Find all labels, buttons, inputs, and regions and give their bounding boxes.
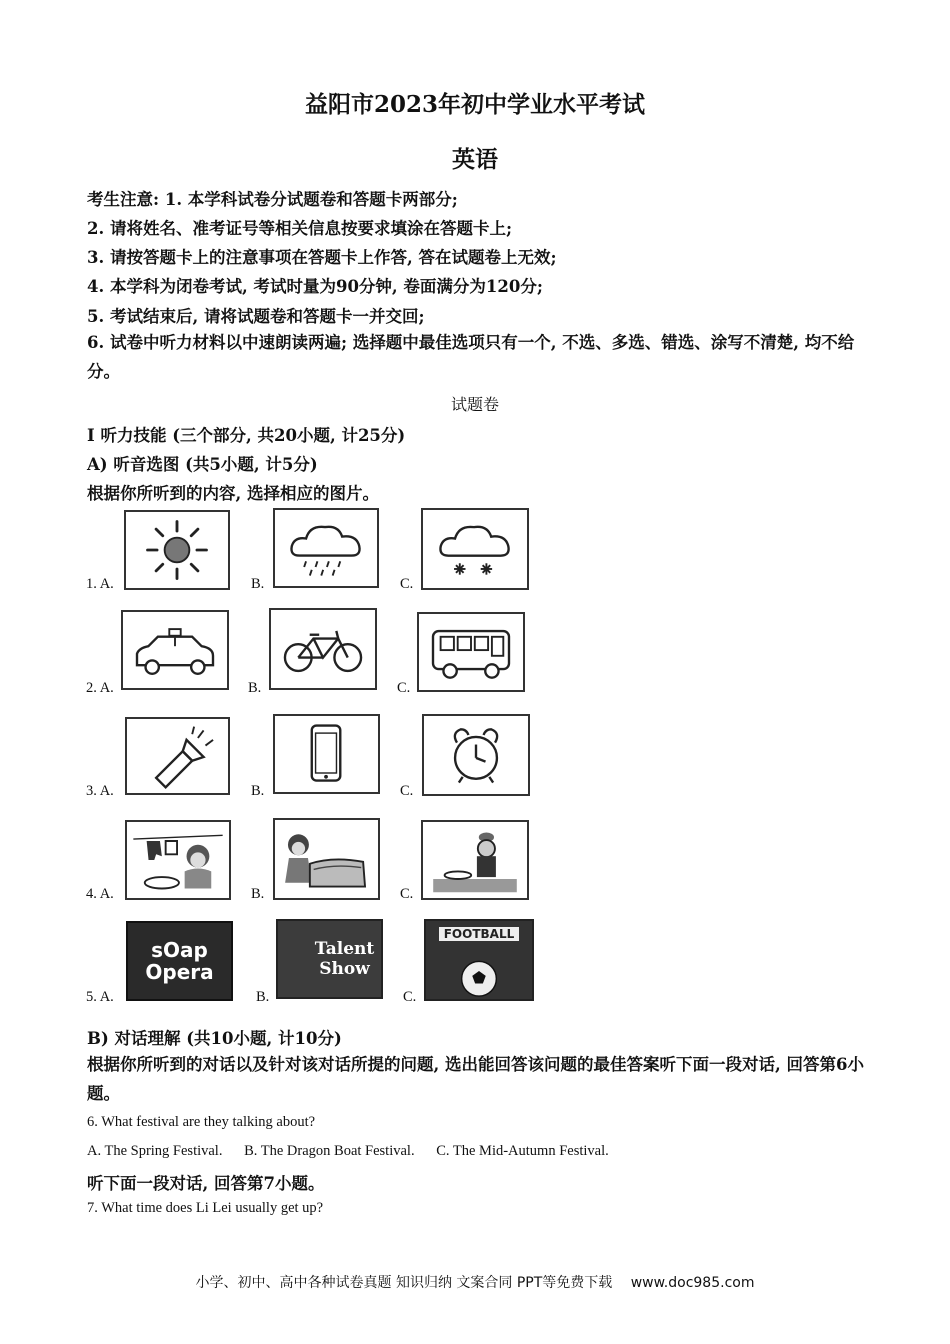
q5-option-c-football-poster[interactable] <box>424 919 534 1001</box>
notice-line-2: 2. 请将姓名、准考证号等相关信息按要求填涂在答题卡上; <box>87 219 513 238</box>
q2-option-b-image[interactable] <box>269 608 377 690</box>
q4-option-b-image[interactable] <box>273 818 380 900</box>
q4-option-c-image[interactable] <box>421 820 529 900</box>
q6-text: 6. What festival are they talking about? <box>87 1114 316 1130</box>
part1-heading: I 听力技能 (三个部分, 共20小题, 计25分) <box>87 426 406 445</box>
q4-label-b: B. <box>251 886 265 902</box>
q5-label-c: C. <box>403 989 417 1005</box>
q2-label-c: C. <box>397 680 411 696</box>
q3-option-c-image[interactable] <box>422 714 530 796</box>
q3-label-a: 3. A. <box>86 783 114 799</box>
alarm-clock-icon <box>424 716 528 794</box>
washing-clothes-icon <box>127 822 229 898</box>
making-bed-icon <box>275 820 378 898</box>
partB-instruction: 根据你所听到的对话以及针对该对话所提的问题, 选出能回答该问题的最佳答案听下面一段对话, 回答第6小题。 <box>87 1055 864 1103</box>
q7-intro: 听下面一段对话, 回答第7小题。 <box>87 1174 325 1193</box>
q3-label-c: C. <box>400 783 414 799</box>
notice-line-5: 5. 考试结束后, 请将试题卷和答题卡一并交回; <box>87 307 425 326</box>
notice-line-6: 6. 试卷中听力材料以中速朗读两遍; 选择题中最佳选项只有一个, 不选、多选、错选、涂写不清楚, 均不给分。 <box>87 333 855 381</box>
poster-football-text: FOOTBALL <box>439 927 519 941</box>
q2-label-b: B. <box>248 680 262 696</box>
q1-option-c-image[interactable] <box>421 508 529 590</box>
partA-instruction: 根据你所听到的内容, 选择相应的图片。 <box>87 484 379 503</box>
section-title: 试题卷 <box>450 395 499 414</box>
q5-option-a-soap-opera-poster[interactable] <box>126 921 233 1001</box>
tablet-icon <box>275 716 378 792</box>
q3-option-a-image[interactable] <box>125 717 230 795</box>
q3-label-b: B. <box>251 783 265 799</box>
q4-option-a-image[interactable] <box>125 820 231 900</box>
soccer-ball-icon <box>426 941 532 1001</box>
q2-option-c-image[interactable] <box>417 612 525 692</box>
notice-line-3: 3. 请按答题卡上的注意事项在答题卡上作答, 答在试题卷上无效; <box>87 248 557 267</box>
q5-option-b-talent-show-poster[interactable] <box>276 919 383 999</box>
cooking-icon <box>423 822 527 898</box>
poster-talent-show-text: Talent Show <box>314 939 375 979</box>
q4-label-a: 4. A. <box>86 886 114 902</box>
notice-line-1: 考生注意: 1. 本学科试卷分试题卷和答题卡两部分; <box>87 190 458 209</box>
q4-label-c: C. <box>400 886 414 902</box>
q2-label-a: 2. A. <box>86 680 114 696</box>
footer-text: 小学、初中、高中各种试卷真题 知识归纳 文案合同 PPT等免费下载 www.doc985.com <box>195 1275 755 1291</box>
partB-heading: B) 对话理解 (共10小题, 计10分) <box>87 1029 342 1048</box>
q6-option-c[interactable]: C. The Mid-Autumn Festival. <box>436 1143 609 1159</box>
partA-heading: A) 听音选图 (共5小题, 计5分) <box>87 455 318 474</box>
taxi-icon <box>123 612 227 688</box>
exam-title: 益阳市2023年初中学业水平考试 <box>304 91 645 118</box>
snow-cloud-icon <box>423 510 527 588</box>
q3-option-b-image[interactable] <box>273 714 380 794</box>
flashlight-icon <box>127 719 228 793</box>
q1-label-a: 1. A. <box>86 576 114 592</box>
bicycle-icon <box>271 610 375 688</box>
q1-option-a-image[interactable] <box>124 510 230 590</box>
q6-option-a[interactable]: A. The Spring Festival. <box>87 1143 223 1159</box>
q7-text: 7. What time does Li Lei usually get up? <box>87 1200 324 1216</box>
rain-cloud-icon <box>275 510 377 586</box>
bus-icon <box>419 614 523 690</box>
sun-icon <box>126 512 228 588</box>
poster-soap-opera-text: sOap Opera <box>145 938 214 984</box>
q5-label-b: B. <box>256 989 270 1005</box>
notice-line-4: 4. 本学科为闭卷考试, 考试时量为90分钟, 卷面满分为120分; <box>87 277 543 296</box>
q6-options <box>87 1143 627 1160</box>
q1-label-b: B. <box>251 576 265 592</box>
q2-option-a-image[interactable] <box>121 610 229 690</box>
q1-label-c: C. <box>400 576 414 592</box>
subject-title: 英语 <box>452 146 498 173</box>
q1-option-b-image[interactable] <box>273 508 379 588</box>
q5-label-a: 5. A. <box>86 989 114 1005</box>
q6-option-b[interactable]: B. The Dragon Boat Festival. <box>244 1143 415 1159</box>
